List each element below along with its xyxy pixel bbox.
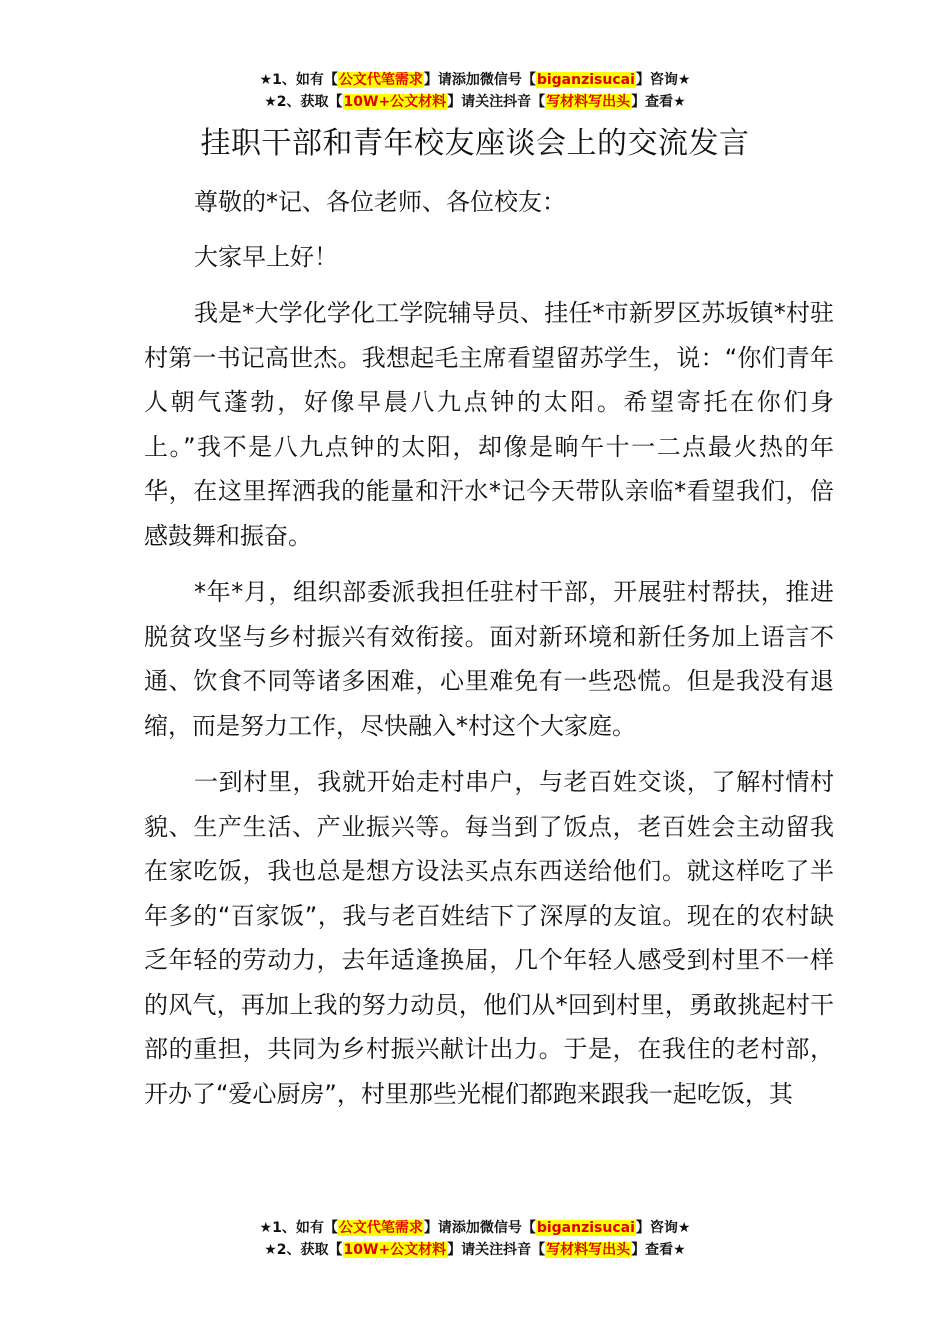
greeting: 大家早上好！ [194, 242, 338, 271]
highlight-douyin: 写材料写出头 [546, 94, 631, 110]
banner-line-1 [0, 69, 950, 91]
banner-line-2 [0, 91, 950, 113]
highlight-wechat-id: biganzisucai [536, 1220, 635, 1236]
banner-text: ★1、如有【 [259, 72, 338, 88]
banner-line-1 [0, 1217, 950, 1239]
banner-text: 】查看★ [631, 1242, 686, 1258]
highlight-materials: 10W+公文材料 [343, 94, 447, 110]
banner-text: ★2、获取【 [264, 94, 343, 110]
banner-text: 】请关注抖音【 [447, 94, 546, 110]
document-body [144, 180, 834, 1116]
banner-text: 】查看★ [631, 94, 686, 110]
highlight-service: 公文代笔需求 [338, 72, 423, 88]
banner-text: ★2、获取【 [264, 1242, 343, 1258]
banner-text: ★1、如有【 [259, 1220, 338, 1236]
bottom-banner [0, 1217, 950, 1261]
paragraph: *年*月，组织部委派我担任驻村干部，开展驻村帮扶，推进脱贫攻坚与乡村振兴有效衔接。面对新环境和新任务加上语言不通、饮食不同等诸多困难，心里难免有一些恐慌。但是我没有退缩，而是努力工作，尽快融入*村这个大家庭。 [144, 578, 834, 740]
paragraph: 我是*大学化学化工学院辅导员、挂任*市新罗区苏坂镇*村驻村第一书记高世杰。我想起毛主席看望留苏学生，说：“你们青年人朝气蓬勃，好像早晨八九点钟的太阳。希望寄托在你们身上。”我不是八九点钟的太阳，却像是晌午十一二点最火热的年华，在这里挥洒我的能量和汗水*记今天带队亲临*看望我们，倍感鼓舞和振奋。 [144, 299, 834, 550]
banner-text: 】咨询★ [635, 72, 691, 88]
document-title: 挂职干部和青年校友座谈会上的交流发言 [200, 126, 750, 161]
banner-text: 】咨询★ [635, 1220, 691, 1236]
banner-text: 】请添加微信号【 [423, 1220, 536, 1236]
paragraph: 一到村里，我就开始走村串户，与老百姓交谈，了解村情村貌、生产生活、产业振兴等。每当到了饭点，老百姓会主动留我在家吃饭，我也总是想方设法买点东西送给他们。就这样吃了半年多的“百家饭”，我与老百姓结下了深厚的友谊。现在的农村缺乏年轻的劳动力，去年适逢换届，几个年轻人感受到村里不一样的风气，再加上我的努力动员，他们从*回到村里，勇敢挑起村干部的重担，共同为乡村振兴献计出力。于是，在我住的老村部，开办了“爱心厨房”，村里那些光棍们都跑来跟我一起吃饭，其 [144, 768, 834, 1108]
top-banner [0, 69, 950, 113]
banner-line-2 [0, 1239, 950, 1261]
highlight-service: 公文代笔需求 [338, 1220, 423, 1236]
banner-text: 】请关注抖音【 [447, 1242, 546, 1258]
salutation: 尊敬的*记、各位老师、各位校友： [194, 188, 566, 216]
banner-text: 】请添加微信号【 [423, 72, 536, 88]
highlight-wechat-id: biganzisucai [536, 72, 635, 88]
highlight-douyin: 写材料写出头 [546, 1242, 631, 1258]
highlight-materials: 10W+公文材料 [343, 1242, 447, 1258]
